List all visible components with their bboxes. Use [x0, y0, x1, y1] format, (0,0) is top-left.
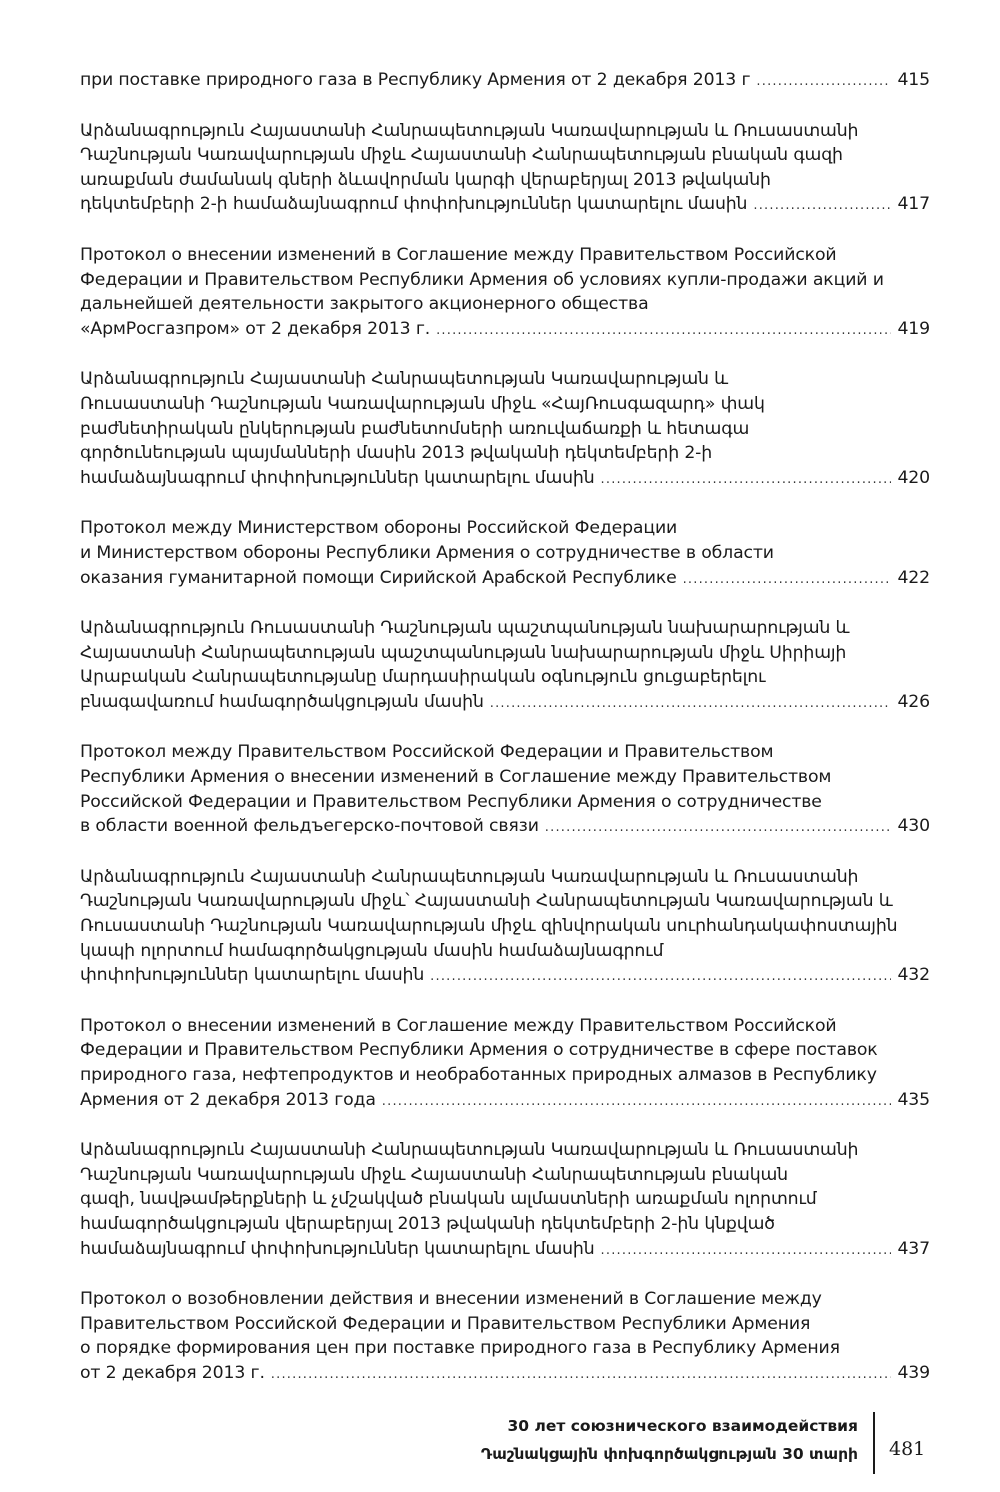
toc-entry-page: 422 — [897, 567, 930, 588]
toc-entry-line: Федерации и Правительством Республики Армения об условиях купли-продажи акций и — [80, 269, 884, 290]
toc-entry-line: Արձանագրություն Հայաստանի Հանրապետության Կառավարության և — [80, 369, 729, 390]
page-number: 481 — [889, 1438, 926, 1460]
toc-entry-line: համագործակցության վերաբերյալ 2013 թվականի դեկտեմբերի 2-ին կնքված — [80, 1213, 775, 1234]
toc-entry-last-line — [80, 317, 930, 344]
toc-entry-line: Протокол о внесении изменений в Соглашение между Правительством Российской — [80, 1015, 837, 1036]
toc-entry-line: природного газа, нефтепродуктов и необработанных природных алмазов в Республику — [80, 1065, 877, 1085]
dot-leader — [271, 1363, 892, 1388]
toc-entry-line: Протокол о внесении изменений в Соглашение между Правительством Российской — [80, 244, 837, 265]
toc-entry-line: բնագավառում համագործակցության մասին — [80, 691, 484, 712]
toc-entry — [80, 119, 930, 219]
dot-leader — [436, 319, 891, 344]
toc-entry-last-line — [80, 68, 930, 95]
toc-entry — [80, 243, 930, 343]
dot-leader — [430, 965, 891, 990]
toc-entry-line: գործունեության պայմանների մասին 2013 թվականի դեկտեմբերի 2-ի — [80, 443, 713, 464]
toc-entry-line: առաքման ժամանակ գների ձևավորման կարգի վերաբերյալ 2013 թվականի — [80, 169, 771, 190]
toc-entry-line: Արձանագրություն Հայաստանի Հանրապետության Կառավարության և Ռուսաստանի — [80, 866, 859, 887]
toc-entry-line: при поставке природного газа в Республику Армения от 2 декабря 2013 г — [80, 70, 751, 90]
toc-entry-line: համաձայնագրում փոփոխություններ կատարելու մասին — [80, 1238, 595, 1259]
toc-entry-line: Ռուսաստանի Դաշնության Կառավարության միջև «ՀայՌուսգազարդ» փակ — [80, 393, 765, 414]
toc-entry-page: 437 — [897, 1238, 930, 1259]
toc-entry-page: 426 — [897, 691, 930, 712]
toc-entry — [80, 740, 930, 840]
toc-entry-line: оказания гуманитарной помощи Сирийской Арабской Республике — [80, 567, 677, 588]
toc-entry-line: Правительством Российской Федерации и Правительством Республики Армения — [80, 1313, 811, 1334]
toc-entry-line: փոփոխություններ կատարելու մասին — [80, 965, 425, 986]
toc-entry — [80, 1287, 930, 1387]
toc-entry — [80, 616, 930, 716]
toc-entry-line: Դաշնության Կառավարության միջև Հայաստանի Հանրապետության բնական — [80, 1164, 788, 1185]
toc-entry-last-line — [80, 690, 930, 717]
toc-entry-line: Протокол между Министерством обороны Российской Федерации — [80, 518, 678, 539]
dot-leader — [756, 70, 891, 95]
toc-entry-last-line — [80, 963, 930, 990]
toc-entry-line: в области военной фельдъегерско-почтовой связи — [80, 816, 539, 837]
toc-entry-page: 432 — [897, 965, 930, 986]
toc-entry-last-line — [80, 192, 930, 219]
toc-entry — [80, 865, 930, 990]
toc-entry-line: համաձայնագրում փոփոխություններ կատարելու մասին — [80, 467, 595, 488]
toc-entry-line: о порядке формирования цен при поставке природного газа в Республику Армения — [80, 1338, 840, 1359]
dot-leader — [753, 194, 891, 219]
toc-entry-line: Դաշնության Կառավարության միջև Հայաստանի Հանրապետության բնական գազի — [80, 145, 843, 166]
toc-entry-last-line — [80, 566, 930, 593]
toc-entry-line: Протокол между Правительством Российской Федерации и Правительством — [80, 742, 774, 763]
toc-entry-page: 420 — [897, 467, 930, 488]
table-of-contents — [80, 68, 930, 1412]
toc-entry-last-line — [80, 466, 930, 493]
toc-entry-line: Республики Армения о внесении изменений в Соглашение между Правительством — [80, 767, 832, 788]
dot-leader — [683, 568, 892, 593]
toc-entry-page: 430 — [897, 816, 930, 837]
toc-entry-line: Армения от 2 декабря 2013 года — [80, 1089, 376, 1110]
toc-entry-line: Արաբական Հանրապետությանը մարդասիրական օգնություն ցուցաբերելու — [80, 667, 766, 688]
toc-entry-line: Դաշնության Կառավարության միջև՝ Հայաստանի Հանրապետության Կառավարության և — [80, 891, 893, 912]
toc-entry — [80, 68, 930, 95]
toc-entry-last-line — [80, 814, 930, 841]
footer-title-russian: 30 лет союзнического взаимодействия — [507, 1417, 858, 1435]
toc-entry — [80, 367, 930, 492]
dot-leader — [382, 1090, 892, 1115]
toc-entry-line: Протокол о возобновлении действия и внесении изменений в Соглашение между — [80, 1289, 822, 1310]
toc-entry — [80, 1014, 930, 1114]
toc-entry-page: 419 — [897, 318, 930, 339]
footer-title-armenian: Դաշնակցային փոխգործակցության 30 տարի — [480, 1445, 858, 1463]
toc-entry-last-line — [80, 1088, 930, 1115]
toc-entry-line: Российской Федерации и Правительством Республики Армения о сотрудничестве — [80, 791, 822, 812]
toc-entry — [80, 1138, 930, 1263]
page-footer — [0, 1408, 1000, 1478]
dot-leader — [601, 468, 892, 493]
toc-entry-line: и Министерством обороны Республики Армения о сотрудничестве в области — [80, 542, 774, 563]
toc-entry-line: Արձանագրություն Ռուսաստանի Դաշնության պաշտպանության նախարարության և — [80, 618, 850, 639]
toc-entry-line: Федерации и Правительством Республики Армения о сотрудничестве в сфере поставок — [80, 1040, 878, 1061]
dot-leader — [545, 816, 892, 841]
toc-entry-last-line — [80, 1361, 930, 1388]
toc-entry-page: 415 — [897, 70, 930, 90]
toc-entry-line: կապի ոլորտում համագործակցության մասին համաձայնագրում — [80, 940, 664, 961]
toc-entry-last-line — [80, 1237, 930, 1264]
dot-leader — [490, 692, 892, 717]
toc-entry-line: Արձանագրություն Հայաստանի Հանրապետության Կառավարության և Ռուսաստանի — [80, 120, 859, 141]
toc-entry-line: Ռուսաստանի Դաշնության Կառավարության միջև զինվորական սուրհանդակափոստային — [80, 916, 898, 937]
toc-entry-line: բաժնետիրական ընկերության բաժնետոմսերի առուվաճառքի և հետագա — [80, 418, 750, 439]
toc-entry-page: 439 — [897, 1362, 930, 1383]
toc-entry-line: դեկտեմբերի 2-ի համաձայնագրում փոփոխություններ կատարելու մասին — [80, 194, 748, 215]
dot-leader — [601, 1239, 892, 1264]
toc-entry-page: 435 — [897, 1089, 930, 1110]
toc-entry-line: Արձանագրություն Հայաստանի Հանրապետության Կառավարության և Ռուսաստանի — [80, 1140, 859, 1161]
toc-entry-line: «АрмРосгазпром» от 2 декабря 2013 г. — [80, 318, 431, 339]
toc-entry-line: գազի, նավթամթերքների և չմշակված բնական ալմաստների առաքման ոլորտում — [80, 1189, 817, 1210]
footer-title — [481, 1414, 858, 1470]
toc-entry-line: дальнейшей деятельности закрытого акционерного общества — [80, 294, 649, 315]
toc-entry — [80, 516, 930, 592]
toc-entry-line: Հայաստանի Հանրապետության պաշտպանության նախարարության միջև Սիրիայի — [80, 642, 847, 663]
footer-divider — [873, 1412, 875, 1474]
toc-entry-line: от 2 декабря 2013 г. — [80, 1362, 265, 1383]
toc-entry-page: 417 — [897, 194, 930, 215]
